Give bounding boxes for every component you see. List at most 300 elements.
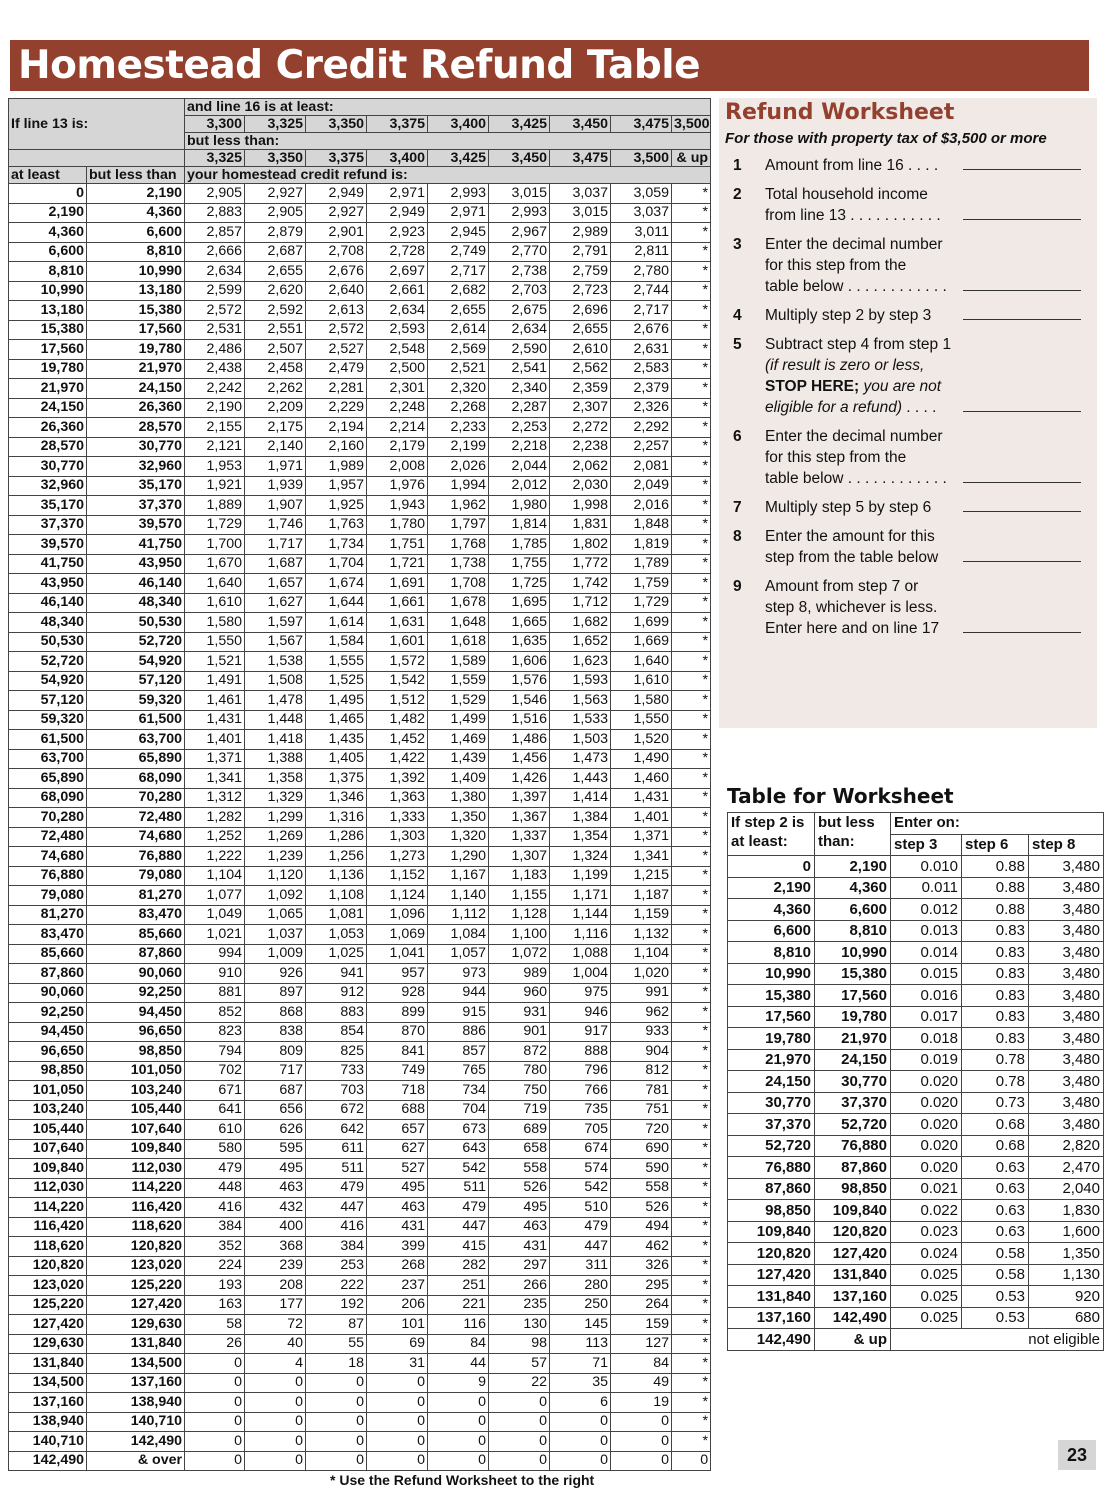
refund-cell: 2,676 (611, 320, 672, 340)
income-less-than: 70,280 (87, 788, 185, 808)
step8-value: 3,480 (1029, 1028, 1104, 1050)
refund-cell: 1,751 (367, 535, 428, 555)
step-text (765, 426, 965, 489)
refund-cell: 1,802 (550, 535, 611, 555)
refund-cell: 0 (550, 1451, 611, 1471)
refund-cell: 2,551 (245, 320, 306, 340)
refund-cell: 962 (611, 1003, 672, 1023)
income-less-than: 127,420 (87, 1295, 185, 1315)
refund-cell: 2,262 (245, 379, 306, 399)
refund-cell: 1,371 (185, 749, 245, 769)
refund-cell: 687 (245, 1081, 306, 1101)
refund-cell: 1,171 (550, 886, 611, 906)
refund-cell: 384 (185, 1217, 245, 1237)
refund-cell: 1,789 (611, 554, 672, 574)
table-row (728, 1200, 1104, 1222)
refund-cell: 2,634 (489, 320, 550, 340)
refund-cell: 1,691 (367, 574, 428, 594)
step-2-entry-line[interactable] (963, 219, 1081, 220)
refund-cell: 2,012 (489, 476, 550, 496)
step-6-entry-line[interactable] (963, 482, 1081, 483)
refund-cell: 734 (428, 1081, 489, 1101)
income-at-least: 87,860 (9, 964, 87, 984)
table-row (728, 1028, 1104, 1050)
refund-cell: 1,072 (489, 944, 550, 964)
income-less-than: 83,470 (87, 905, 185, 925)
income-less-than: 21,970 (87, 359, 185, 379)
refund-cell: 2,340 (489, 379, 550, 399)
refund-cell: 1,721 (367, 554, 428, 574)
income-less-than: 137,160 (87, 1373, 185, 1393)
refund-cell: 1,096 (367, 905, 428, 925)
refund-cell: 479 (185, 1159, 245, 1179)
refund-cell: 574 (550, 1159, 611, 1179)
refund-cell: 2,287 (489, 398, 550, 418)
refund-cell: 781 (611, 1081, 672, 1101)
less-than-value: 3,350 (245, 150, 306, 167)
income-at-least: 127,420 (9, 1315, 87, 1335)
refund-cell: 656 (245, 1100, 306, 1120)
worksheet-title: Refund Worksheet (725, 100, 955, 125)
refund-cell: 2,562 (550, 359, 611, 379)
refund-cell: 2,326 (611, 398, 672, 418)
step8-value: 3,480 (1029, 899, 1104, 921)
refund-cell: 1,708 (428, 574, 489, 594)
refund-cell-and-up: * (672, 1003, 711, 1023)
refund-cell: 0 (367, 1432, 428, 1452)
step-text-line: Subtract step 4 from step 1 (765, 336, 952, 353)
refund-cell: 399 (367, 1237, 428, 1257)
refund-cell: 192 (306, 1295, 367, 1315)
step2-less-than: 98,850 (815, 1178, 891, 1200)
refund-cell: 400 (245, 1217, 306, 1237)
refund-cell: 1,618 (428, 632, 489, 652)
refund-cell: 2,307 (550, 398, 611, 418)
step-8-entry-line[interactable] (963, 561, 1081, 562)
refund-cell: 2,717 (428, 262, 489, 282)
refund-cell: 1,009 (245, 944, 306, 964)
refund-cell: 1,132 (611, 925, 672, 945)
refund-cell: 2,214 (367, 418, 428, 438)
refund-cell: 1,550 (185, 632, 245, 652)
step-7-entry-line[interactable] (963, 511, 1081, 512)
refund-cell: 794 (185, 1042, 245, 1062)
income-less-than: 32,960 (87, 457, 185, 477)
table-row (728, 1135, 1104, 1157)
refund-cell: 297 (489, 1256, 550, 1276)
refund-cell: 780 (489, 1061, 550, 1081)
refund-cell: 2,610 (550, 340, 611, 360)
if-step2-header: If step 2 is at least: (728, 813, 815, 856)
income-at-least: 83,470 (9, 925, 87, 945)
refund-cell: 1,167 (428, 866, 489, 886)
refund-cell: 1,460 (611, 769, 672, 789)
refund-cell: 1,695 (489, 593, 550, 613)
table-row (9, 749, 711, 769)
refund-cell: 1,584 (306, 632, 367, 652)
step2-at-least: 131,840 (728, 1286, 815, 1308)
income-at-least: 114,220 (9, 1198, 87, 1218)
step8-value: 3,480 (1029, 942, 1104, 964)
refund-cell: 3,015 (489, 184, 550, 204)
table-row (9, 437, 711, 457)
refund-cell-and-up: * (672, 847, 711, 867)
refund-cell: 2,500 (367, 359, 428, 379)
refund-cell: 823 (185, 1022, 245, 1042)
refund-cell: 1,907 (245, 496, 306, 516)
refund-cell: 130 (489, 1315, 550, 1335)
refund-cell: 2,209 (245, 398, 306, 418)
refund-cell: 2,592 (245, 301, 306, 321)
refund-cell: 1,962 (428, 496, 489, 516)
refund-cell: 2,194 (306, 418, 367, 438)
income-at-least: 2,190 (9, 203, 87, 223)
refund-cell: 0 (489, 1451, 550, 1471)
income-less-than: 65,890 (87, 749, 185, 769)
income-at-least: 109,840 (9, 1159, 87, 1179)
table-row (9, 320, 711, 340)
refund-cell: 0 (245, 1432, 306, 1452)
refund-cell: 1,418 (245, 730, 306, 750)
refund-cell: 1,921 (185, 476, 245, 496)
table-row (9, 1354, 711, 1374)
less-than-value: & up (672, 150, 711, 167)
refund-cell: 0 (489, 1393, 550, 1413)
table-row (728, 1049, 1104, 1071)
income-less-than: 8,810 (87, 242, 185, 262)
refund-cell: 749 (367, 1061, 428, 1081)
income-at-least: 39,570 (9, 535, 87, 555)
table-row (728, 1286, 1104, 1308)
refund-cell: 0 (306, 1373, 367, 1393)
step6-value: 0.83 (962, 942, 1029, 964)
income-at-least: 8,810 (9, 262, 87, 282)
table-row (9, 925, 711, 945)
less-than-value: 3,400 (367, 150, 428, 167)
income-less-than: 120,820 (87, 1237, 185, 1257)
refund-cell-and-up: * (672, 691, 711, 711)
refund-cell: 2,062 (550, 457, 611, 477)
step8-value: 3,480 (1029, 985, 1104, 1007)
refund-cell: 1,443 (550, 769, 611, 789)
refund-cell: 2,738 (489, 262, 550, 282)
refund-cell: 2,675 (489, 301, 550, 321)
step2-at-least: 21,970 (728, 1049, 815, 1071)
step-1-entry-line[interactable] (963, 169, 1081, 170)
income-at-least: 21,970 (9, 379, 87, 399)
refund-cell: 1,589 (428, 652, 489, 672)
but-less-than-col-header: but less than (87, 167, 185, 184)
refund-cell: 690 (611, 1139, 672, 1159)
refund-cell: 2,666 (185, 242, 245, 262)
refund-cell-and-up: * (672, 1315, 711, 1335)
step-text-line: (if result is zero or less, (765, 357, 925, 374)
income-at-least: 98,850 (9, 1061, 87, 1081)
refund-cell: 463 (367, 1198, 428, 1218)
table-row (728, 985, 1104, 1007)
refund-cell: 1,563 (550, 691, 611, 711)
refund-cell: 0 (550, 1412, 611, 1432)
refund-cell: 1,100 (489, 925, 550, 945)
refund-cell: 2,634 (185, 262, 245, 282)
income-less-than: 43,950 (87, 554, 185, 574)
refund-table (8, 98, 711, 1471)
refund-cell: 657 (367, 1120, 428, 1140)
refund-cell: 2,971 (367, 184, 428, 204)
table-row (9, 574, 711, 594)
refund-cell: 1,461 (185, 691, 245, 711)
refund-cell: 2,770 (489, 242, 550, 262)
not-eligible-text: you are not (859, 378, 942, 395)
table-row (9, 1198, 711, 1218)
refund-cell: 2,486 (185, 340, 245, 360)
refund-cell-and-up: * (672, 710, 711, 730)
refund-cell: 917 (550, 1022, 611, 1042)
refund-cell-and-up: * (672, 281, 711, 301)
income-at-least: 52,720 (9, 652, 87, 672)
refund-cell: 2,967 (489, 223, 550, 243)
refund-cell: 1,346 (306, 788, 367, 808)
income-at-least: 112,030 (9, 1178, 87, 1198)
table-row (9, 866, 711, 886)
refund-cell-and-up: * (672, 886, 711, 906)
refund-cell: 511 (306, 1159, 367, 1179)
table-row (9, 203, 711, 223)
less-than-value: 3,500 (611, 150, 672, 167)
refund-cell: 1,215 (611, 866, 672, 886)
refund-cell: 1,431 (185, 710, 245, 730)
refund-cell: 1,140 (428, 886, 489, 906)
refund-cell: 688 (367, 1100, 428, 1120)
step6-value: 0.83 (962, 1006, 1029, 1028)
refund-cell: 872 (489, 1042, 550, 1062)
refund-cell: 796 (550, 1061, 611, 1081)
income-less-than: 13,180 (87, 281, 185, 301)
refund-cell-and-up: * (672, 652, 711, 672)
refund-cell: 1,657 (245, 574, 306, 594)
refund-cell: 224 (185, 1256, 245, 1276)
refund-cell: 2,583 (611, 359, 672, 379)
refund-cell: 1,303 (367, 827, 428, 847)
step3-value: 0.015 (891, 963, 962, 985)
step6-value: 0.83 (962, 963, 1029, 985)
step3-header: step 3 (891, 834, 962, 856)
table-row (9, 281, 711, 301)
refund-cell-and-up: * (672, 1042, 711, 1062)
refund-cell: 1,699 (611, 613, 672, 633)
income-at-least: 118,620 (9, 1237, 87, 1257)
table-row (9, 1120, 711, 1140)
at-least-value: 3,500 (672, 116, 711, 133)
refund-cell: 809 (245, 1042, 306, 1062)
step8-value: 2,820 (1029, 1135, 1104, 1157)
income-less-than: 74,680 (87, 827, 185, 847)
refund-cell: 1,350 (428, 808, 489, 828)
step2-less-than: & up (815, 1329, 891, 1351)
refund-cell: 1,341 (185, 769, 245, 789)
refund-cell: 0 (185, 1373, 245, 1393)
refund-cell: 58 (185, 1315, 245, 1335)
step2-less-than: 131,840 (815, 1264, 891, 1286)
refund-cell: 113 (550, 1334, 611, 1354)
refund-cell: 1,610 (185, 593, 245, 613)
table-row (9, 788, 711, 808)
refund-cell: 49 (611, 1373, 672, 1393)
refund-cell: 1,980 (489, 496, 550, 516)
step-5-entry-line[interactable] (963, 411, 1081, 412)
step3-value: 0.013 (891, 920, 962, 942)
income-at-least: 120,820 (9, 1256, 87, 1276)
refund-cell-and-up: * (672, 242, 711, 262)
refund-cell: 0 (367, 1373, 428, 1393)
step2-less-than: 2,190 (815, 856, 891, 878)
refund-cell-and-up: * (672, 184, 711, 204)
refund-cell-and-up: * (672, 730, 711, 750)
refund-cell: 0 (185, 1432, 245, 1452)
refund-cell: 2,857 (185, 223, 245, 243)
table-row (9, 1022, 711, 1042)
income-less-than: 26,360 (87, 398, 185, 418)
refund-cell: 479 (428, 1198, 489, 1218)
refund-cell-and-up: * (672, 340, 711, 360)
refund-cell: 883 (306, 1003, 367, 1023)
step2-at-least: 109,840 (728, 1221, 815, 1243)
income-less-than: 125,220 (87, 1276, 185, 1296)
refund-cell-and-up: * (672, 613, 711, 633)
refund-cell: 1,409 (428, 769, 489, 789)
refund-cell: 326 (611, 1256, 672, 1276)
refund-cell: 1,397 (489, 788, 550, 808)
refund-cell: 2,160 (306, 437, 367, 457)
step8-value: 3,480 (1029, 1049, 1104, 1071)
refund-cell: 0 (489, 1412, 550, 1432)
step2-less-than: 87,860 (815, 1157, 891, 1179)
income-at-least: 28,570 (9, 437, 87, 457)
step3-value: 0.020 (891, 1157, 962, 1179)
refund-cell: 415 (428, 1237, 489, 1257)
refund-cell-and-up: * (672, 515, 711, 535)
step-3-entry-line[interactable] (963, 290, 1081, 291)
step-text-line: for this step from the (765, 449, 907, 466)
refund-cell: 1,269 (245, 827, 306, 847)
refund-cell: 2,927 (306, 203, 367, 223)
refund-cell: 689 (489, 1120, 550, 1140)
refund-cell-and-up: * (672, 574, 711, 594)
worksheet-table-title: Table for Worksheet (727, 784, 954, 808)
refund-cell: 994 (185, 944, 245, 964)
step-4-entry-line[interactable] (963, 319, 1081, 320)
table-row (9, 1334, 711, 1354)
step2-at-least: 0 (728, 856, 815, 878)
step-text-line (765, 397, 975, 418)
refund-cell: 1,644 (306, 593, 367, 613)
refund-cell: 2,593 (367, 320, 428, 340)
refund-cell: 931 (489, 1003, 550, 1023)
refund-cell-and-up: * (672, 1432, 711, 1452)
refund-cell: 295 (611, 1276, 672, 1296)
step6-header: step 6 (962, 834, 1029, 856)
refund-cell: 841 (367, 1042, 428, 1062)
refund-cell: 1,738 (428, 554, 489, 574)
step-9-entry-line[interactable] (963, 632, 1081, 633)
income-less-than: 85,660 (87, 925, 185, 945)
refund-cell: 2,687 (245, 242, 306, 262)
table-row (728, 899, 1104, 921)
table-row (9, 1451, 711, 1471)
dot-leader: . . . . (902, 399, 937, 416)
step2-at-least: 4,360 (728, 899, 815, 921)
enter-on-header: Enter on: (891, 813, 1104, 835)
worksheet-subtitle: For those with property tax of $3,500 or more (725, 130, 1047, 147)
refund-cell: 431 (489, 1237, 550, 1257)
refund-cell: 1,648 (428, 613, 489, 633)
refund-cell-and-up: * (672, 554, 711, 574)
income-less-than: 54,920 (87, 652, 185, 672)
refund-cell: 610 (185, 1120, 245, 1140)
income-less-than: 57,120 (87, 671, 185, 691)
refund-cell: 145 (550, 1315, 611, 1335)
refund-cell: 1,069 (367, 925, 428, 945)
refund-cell: 71 (550, 1354, 611, 1374)
refund-cell: 1,491 (185, 671, 245, 691)
refund-cell: 1,354 (550, 827, 611, 847)
refund-cell: 1,456 (489, 749, 550, 769)
table-row (9, 1373, 711, 1393)
refund-is-header: your homestead credit refund is: (185, 167, 711, 184)
refund-cell: 0 (306, 1432, 367, 1452)
income-less-than: 142,490 (87, 1432, 185, 1452)
refund-cell: 944 (428, 983, 489, 1003)
refund-cell: 2,049 (611, 476, 672, 496)
refund-cell: 1,734 (306, 535, 367, 555)
refund-cell-and-up: * (672, 379, 711, 399)
refund-cell: 1,665 (489, 613, 550, 633)
refund-cell: 1,159 (611, 905, 672, 925)
refund-cell: 1,004 (550, 964, 611, 984)
refund-cell: 2,548 (367, 340, 428, 360)
refund-cell: 886 (428, 1022, 489, 1042)
table-row (9, 184, 711, 204)
refund-cell: 1,081 (306, 905, 367, 925)
refund-cell: 1,925 (306, 496, 367, 516)
income-less-than: 15,380 (87, 301, 185, 321)
refund-cell: 1,448 (245, 710, 306, 730)
refund-cell: 250 (550, 1295, 611, 1315)
refund-cell: 825 (306, 1042, 367, 1062)
income-less-than: 61,500 (87, 710, 185, 730)
refund-cell: 2,599 (185, 281, 245, 301)
refund-cell: 1,700 (185, 535, 245, 555)
at-least-value: 3,375 (367, 116, 428, 133)
refund-cell: 1,525 (306, 671, 367, 691)
refund-cell: 1,640 (611, 652, 672, 672)
refund-cell: 0 (185, 1412, 245, 1432)
refund-cell-and-up: * (672, 1198, 711, 1218)
step-number: 9 (733, 578, 742, 595)
refund-cell: 0 (367, 1451, 428, 1471)
refund-cell-and-up: * (672, 203, 711, 223)
refund-cell: 642 (306, 1120, 367, 1140)
income-at-least: 129,630 (9, 1334, 87, 1354)
refund-cell: 2,620 (245, 281, 306, 301)
table-row (9, 1237, 711, 1257)
refund-worksheet (719, 98, 1097, 728)
income-less-than: 6,600 (87, 223, 185, 243)
income-at-least: 68,090 (9, 788, 87, 808)
refund-cell: 1,772 (550, 554, 611, 574)
refund-cell: 2,253 (489, 418, 550, 438)
refund-cell: 2,572 (306, 320, 367, 340)
